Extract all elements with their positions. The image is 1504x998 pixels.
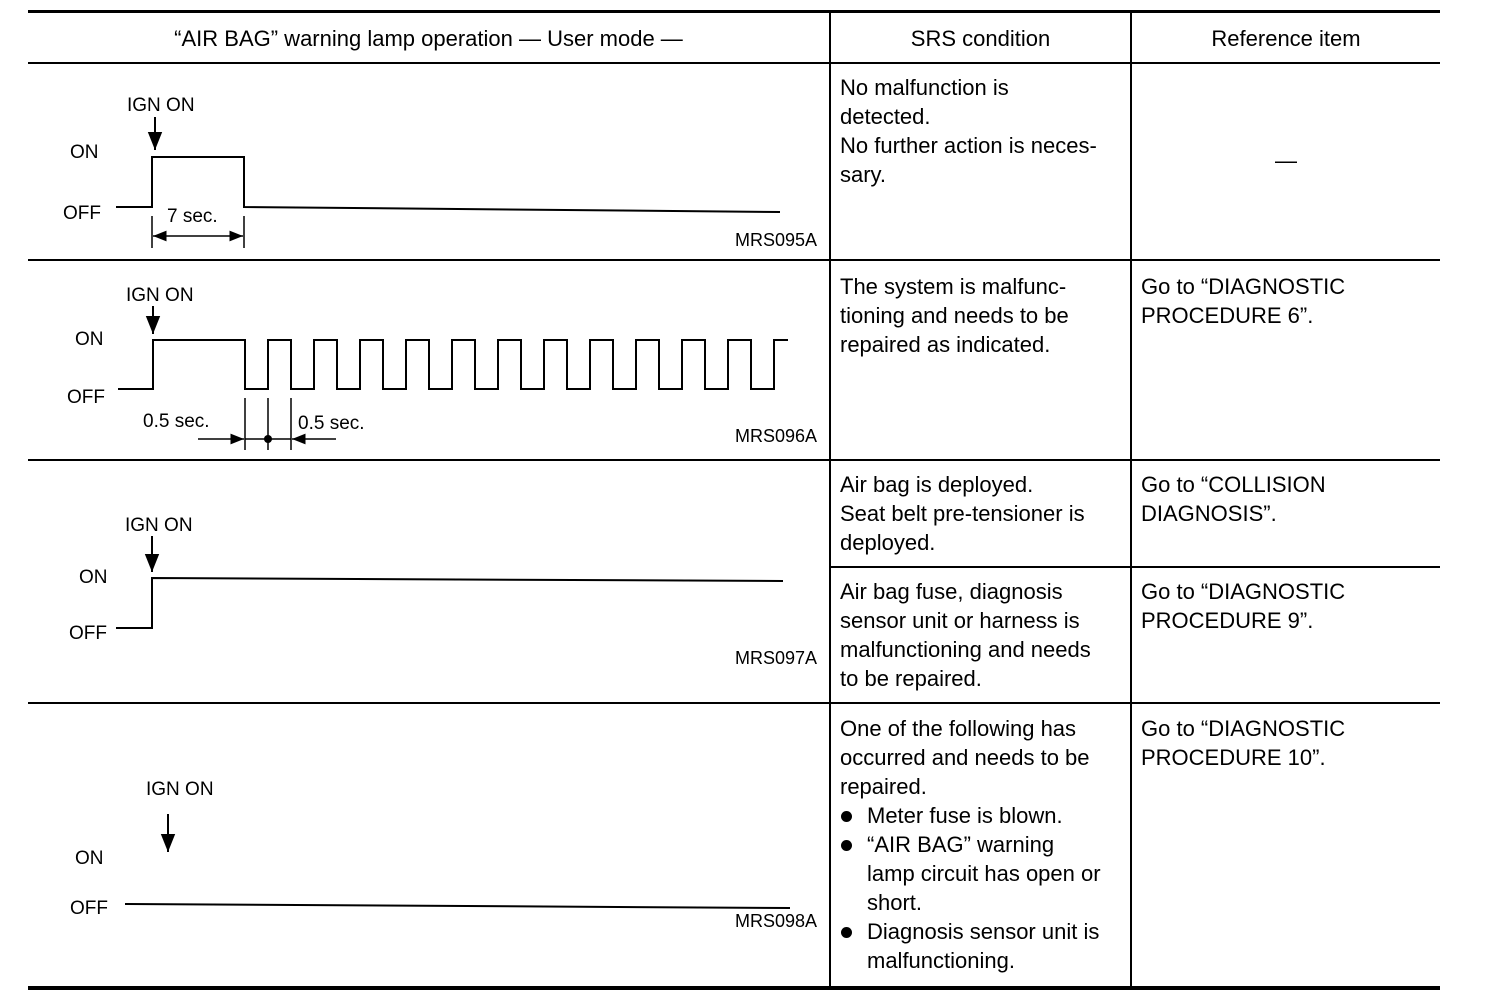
- ign-on-label-3: IGN ON: [125, 515, 193, 536]
- reference-cell-2: [1141, 272, 1436, 330]
- ign-on-label-4: IGN ON: [146, 779, 214, 800]
- figure-code-4: MRS098A: [735, 911, 818, 931]
- reference-line: PROCEDURE 10”.: [1141, 745, 1326, 770]
- condition-line: repaired as indicated.: [840, 332, 1051, 357]
- reference-line: Go to “DIAGNOSTIC: [1141, 274, 1346, 299]
- condition-cell-3b: [840, 577, 1125, 693]
- on-label-1: ON: [70, 142, 99, 163]
- condition-cell-4: [840, 714, 1128, 975]
- condition-bullet-list: [840, 801, 1128, 975]
- condition-line: The system is malfunc-: [840, 274, 1067, 299]
- condition-line: tioning and needs to be: [840, 303, 1069, 328]
- bullet-line: short.: [867, 890, 923, 915]
- off-interval-label-2: 0.5 sec.: [143, 411, 210, 432]
- waveform-row-2: [118, 306, 788, 450]
- bullet-line: Meter fuse is blown.: [867, 803, 1063, 828]
- off-label-3: OFF: [69, 623, 107, 644]
- ign-on-label-2: IGN ON: [126, 285, 194, 306]
- reference-line: PROCEDURE 9”.: [1141, 608, 1314, 633]
- figure-code-2: MRS096A: [735, 426, 818, 446]
- off-label-4: OFF: [70, 898, 108, 919]
- header-operation: “AIR BAG” warning lamp operation — User mode —: [174, 26, 683, 51]
- reference-cell-4: [1141, 714, 1436, 772]
- condition-line: No malfunction is: [840, 75, 1009, 100]
- condition-cell-3a: [840, 470, 1125, 557]
- reference-line: PROCEDURE 6”.: [1141, 303, 1314, 328]
- condition-line: Air bag fuse, diagnosis: [840, 579, 1063, 604]
- reference-line: Go to “DIAGNOSTIC: [1141, 579, 1346, 604]
- bullet-item: [840, 801, 1128, 830]
- condition-line: malfunctioning and needs: [840, 637, 1091, 662]
- bullet-line: lamp circuit has open or: [867, 861, 1101, 886]
- reference-line: Go to “DIAGNOSTIC: [1141, 716, 1346, 741]
- figure-code-3: MRS097A: [735, 648, 818, 668]
- bullet-item: [840, 917, 1128, 975]
- on-interval-label-2: 0.5 sec.: [298, 413, 365, 434]
- header-condition: SRS condition: [910, 26, 1051, 51]
- on-label-2: ON: [75, 329, 104, 350]
- condition-cell-2: [840, 272, 1125, 359]
- figure-code-1: MRS095A: [735, 230, 818, 250]
- condition-line: Seat belt pre-tensioner is: [840, 501, 1085, 526]
- condition-line: repaired.: [840, 774, 927, 799]
- off-label-1: OFF: [63, 203, 101, 224]
- condition-line: detected.: [840, 104, 931, 129]
- reference-cell-3b: [1141, 577, 1436, 635]
- condition-cell-1: [840, 73, 1125, 189]
- on-label-4: ON: [75, 848, 104, 869]
- condition-line: sensor unit or harness is: [840, 608, 1080, 633]
- header-reference: Reference item: [1211, 26, 1361, 51]
- on-label-3: ON: [79, 567, 108, 588]
- waveform-row-3: [116, 536, 783, 628]
- duration-label-1: 7 sec.: [167, 206, 218, 227]
- waveform-row-1: [116, 117, 780, 248]
- reference-line: DIAGNOSIS”.: [1141, 501, 1277, 526]
- condition-line: deployed.: [840, 530, 936, 555]
- ign-on-label-1: IGN ON: [127, 95, 195, 116]
- condition-line: to be repaired.: [840, 666, 982, 691]
- bullet-line: malfunctioning.: [867, 948, 1015, 973]
- condition-line: sary.: [840, 162, 887, 187]
- bullet-line: “AIR BAG” warning: [867, 832, 1055, 857]
- condition-line: One of the following has: [840, 716, 1077, 741]
- condition-line: Air bag is deployed.: [840, 472, 1034, 497]
- condition-line: occurred and needs to be: [840, 745, 1090, 770]
- waveform-row-4: [125, 814, 790, 908]
- reference-cell-3a: [1141, 470, 1436, 528]
- reference-line: Go to “COLLISION: [1141, 472, 1326, 497]
- condition-line: No further action is neces-: [840, 133, 1097, 158]
- bullet-item: [840, 830, 1128, 917]
- reference-cell-1: —: [1275, 148, 1297, 173]
- off-label-2: OFF: [67, 387, 105, 408]
- bullet-line: Diagnosis sensor unit is: [867, 919, 1100, 944]
- row-divider-3-partial: [830, 566, 1440, 568]
